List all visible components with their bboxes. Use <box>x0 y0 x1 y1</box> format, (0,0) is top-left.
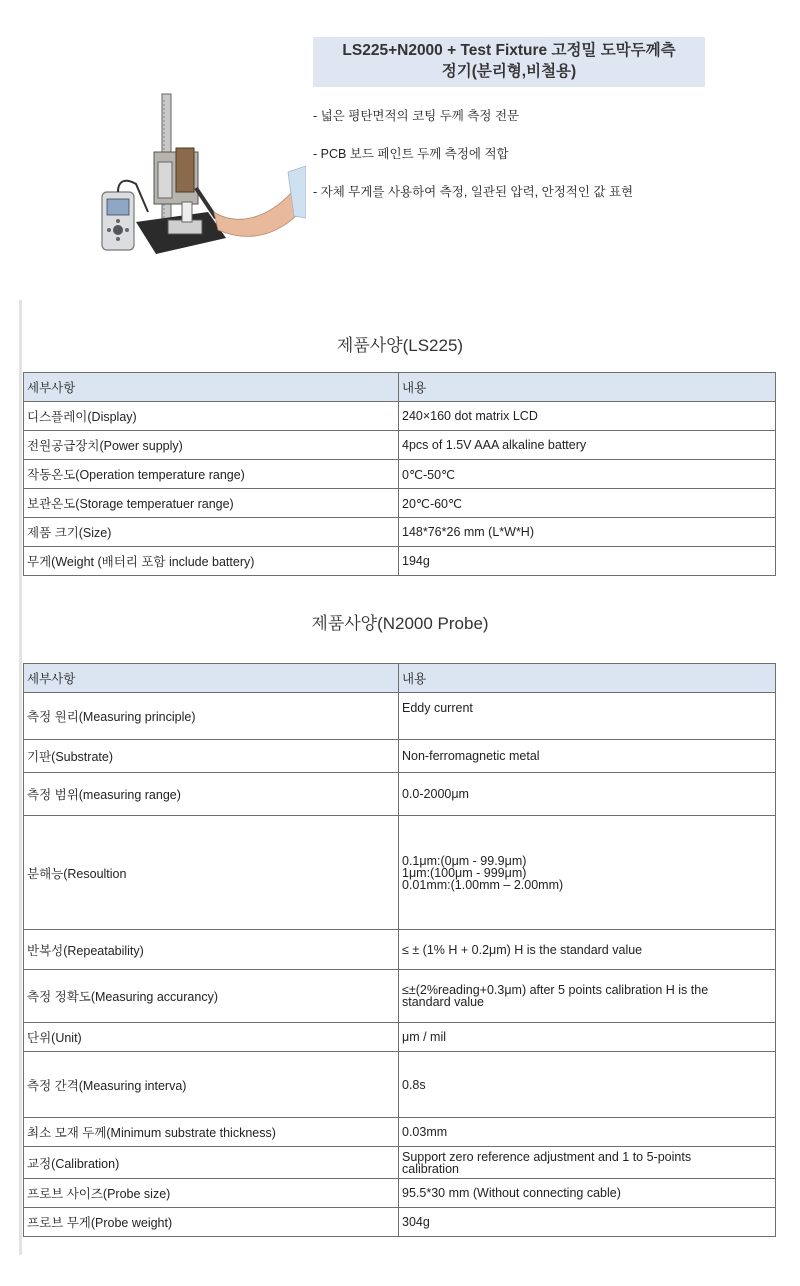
table-row <box>24 1208 776 1237</box>
spec-value: 0℃-50℃ <box>399 460 776 489</box>
spec-label: 측정 범위(measuring range) <box>24 773 399 816</box>
table-row <box>24 1179 776 1208</box>
feature-item: - PCB 보드 페인트 두께 측정에 적합 <box>313 147 509 161</box>
header-cell-content: 내용 <box>399 664 776 693</box>
spec-value: ≤ ± (1% H + 0.2μm) H is the standard value <box>399 930 776 970</box>
spec-value-multiline <box>399 970 776 1023</box>
spec-value: 0.8s <box>399 1052 776 1118</box>
feature-list <box>313 106 773 220</box>
section-title-n2000: 제품사양(N2000 Probe) <box>311 614 489 633</box>
table-row <box>24 740 776 773</box>
spec-label: 측정 원리(Measuring principle) <box>24 693 399 740</box>
value-line: 0.01mm:(1.00mm – 2.00mm) <box>402 877 564 892</box>
spec-label: 제품 크기(Size) <box>24 518 399 547</box>
spec-label: 기판(Substrate) <box>24 740 399 773</box>
spec-value: 148*76*26 mm (L*W*H) <box>399 518 776 547</box>
spec-label: 단위(Unit) <box>24 1023 399 1052</box>
spec-value: Eddy current <box>399 693 776 740</box>
table-row <box>24 547 776 576</box>
header-cell-detail: 세부사항 <box>24 373 399 402</box>
table-row <box>24 816 776 930</box>
feature-item: - 자체 무게를 사용하여 측정, 일관된 압력, 안정적인 값 표현 <box>313 185 634 199</box>
spec-value: Non-ferromagnetic metal <box>399 740 776 773</box>
spec-label: 최소 모재 두께(Minimum substrate thickness) <box>24 1118 399 1147</box>
value-line: Support zero reference adjustment and 1 to 5-points <box>402 1149 692 1164</box>
value-line: standard value <box>402 995 485 1009</box>
spec-value: 194g <box>399 547 776 576</box>
table-row <box>24 1052 776 1118</box>
spec-value: 4pcs of 1.5V AAA alkaline battery <box>399 431 776 460</box>
table-row <box>24 460 776 489</box>
table-row <box>24 402 776 431</box>
spec-label: 디스플레이(Display) <box>24 402 399 431</box>
table-header-row <box>24 373 776 402</box>
spec-value: μm / mil <box>399 1023 776 1052</box>
spec-label: 보관온도(Storage temperatuer range) <box>24 489 399 518</box>
left-margin-rule <box>19 300 22 1255</box>
table-row <box>24 773 776 816</box>
table-row <box>24 930 776 970</box>
spec-label: 작동온도(Operation temperature range) <box>24 460 399 489</box>
header-cell-detail: 세부사항 <box>24 664 399 693</box>
table-header-row <box>24 664 776 693</box>
value-line: 1μm:(100μm - 999μm) <box>402 865 527 880</box>
spec-label: 측정 정확도(Measuring accurancy) <box>24 970 399 1023</box>
spec-label: 분해능(Resoultion <box>24 816 399 930</box>
ls225-spec-table <box>23 372 776 576</box>
value-line: ≤±(2%reading+0.3μm) after 5 points calibration H is the <box>402 983 709 997</box>
spec-label: 무게(Weight (배터리 포함 include battery) <box>24 547 399 576</box>
table-row <box>24 693 776 740</box>
spec-label: 프로브 무게(Probe weight) <box>24 1208 399 1237</box>
spec-value: 0.03mm <box>399 1118 776 1147</box>
spec-label: 측정 간격(Measuring interva) <box>24 1052 399 1118</box>
spec-value-multiline <box>399 1147 776 1179</box>
n2000-spec-table <box>23 663 776 1237</box>
section-title-ls225: 제품사양(LS225) <box>336 336 464 355</box>
spec-value: 304g <box>399 1208 776 1237</box>
spec-value: 0.0-2000μm <box>399 773 776 816</box>
spec-value: 240×160 dot matrix LCD <box>399 402 776 431</box>
header-cell-content: 내용 <box>399 373 776 402</box>
product-title-line2: 정기(분리형,비철용) <box>441 63 577 80</box>
feature-item: - 넓은 평탄면적의 코팅 두께 측정 전문 <box>313 109 520 123</box>
table-row <box>24 518 776 547</box>
spec-value: 95.5*30 mm (Without connecting cable) <box>399 1179 776 1208</box>
table-row <box>24 489 776 518</box>
spec-label: 프로브 사이즈(Probe size) <box>24 1179 399 1208</box>
product-title: LS225+N2000 + Test Fixture 고정밀 도막두께측 <box>342 42 676 59</box>
spec-label: 교정(Calibration) <box>24 1147 399 1179</box>
value-line: calibration <box>402 1161 459 1176</box>
thickness-gauge-with-test-fixture-photo <box>96 92 306 264</box>
table-row <box>24 431 776 460</box>
spec-value-multiline <box>399 816 776 930</box>
spec-label: 반복성(Repeatability) <box>24 930 399 970</box>
value-line: 0.1μm:(0μm - 99.9μm) <box>402 853 527 868</box>
spec-label: 전원공급장치(Power supply) <box>24 431 399 460</box>
table-row <box>24 970 776 1023</box>
spec-value: 20℃-60℃ <box>399 489 776 518</box>
table-row <box>24 1118 776 1147</box>
table-row <box>24 1147 776 1179</box>
product-title-box <box>313 37 705 87</box>
table-row <box>24 1023 776 1052</box>
